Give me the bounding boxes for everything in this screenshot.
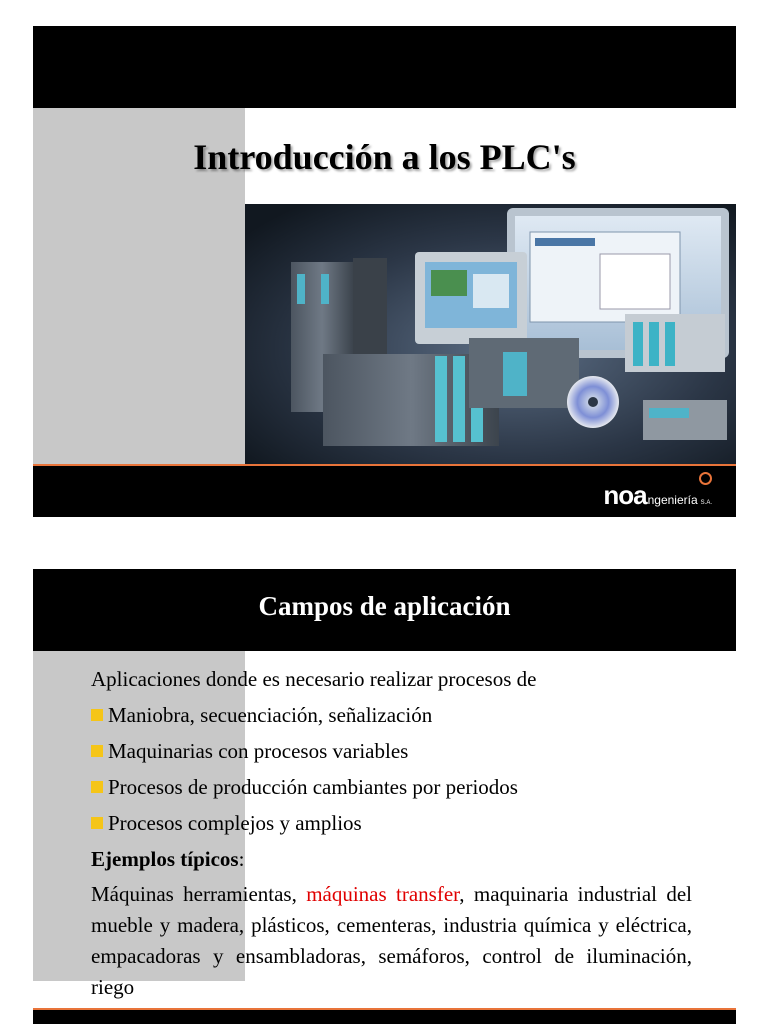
highlighted-term: máquinas transfer: [306, 882, 460, 906]
examples-text: Máquinas herramientas, máquinas transfer, maquinaria industrial del mueble y madera, plásticos, cementeras, industria química y eléctrica, empacadoras y ensambladoras, semáforos, control de iluminación, riego: [91, 882, 692, 999]
slide-title: Introducción a los PLC's: [193, 137, 576, 177]
header-bar: [33, 26, 736, 108]
slide-body: [91, 665, 692, 1003]
bullet-text: Maquinarias con procesos variables: [108, 739, 409, 763]
bullet-text: Maniobra, secuenciación, señalización: [108, 703, 433, 727]
slide-intro: [33, 26, 736, 517]
bullet-text: Procesos complejos y amplios: [108, 811, 362, 835]
examples-heading: Ejemplos típicos:: [91, 847, 245, 871]
bullet-text: Procesos de producción cambiantes por periodos: [108, 775, 518, 799]
footer-bar: [33, 466, 736, 517]
intro-text: Aplicaciones donde es necesario realizar procesos de: [91, 667, 537, 691]
bullet-item: [91, 701, 692, 729]
plc-products-photo: [245, 204, 736, 466]
logo-ring-icon: [699, 472, 712, 485]
header-bar: [33, 569, 736, 651]
square-bullet-icon: [91, 745, 103, 757]
company-logo: [603, 480, 712, 511]
logo-brand: noa: [603, 480, 647, 510]
slide-title: Campos de aplicación: [258, 591, 511, 621]
slide-application-fields: [33, 569, 736, 1024]
bullet-item: [91, 773, 692, 801]
bullet-item: [91, 809, 692, 837]
bullet-item: [91, 737, 692, 765]
logo-suffix: ngeniería: [647, 493, 698, 507]
square-bullet-icon: [91, 709, 103, 721]
footer-bar: [33, 1010, 736, 1024]
square-bullet-icon: [91, 817, 103, 829]
square-bullet-icon: [91, 781, 103, 793]
logo-sa: S.A.: [700, 500, 712, 506]
